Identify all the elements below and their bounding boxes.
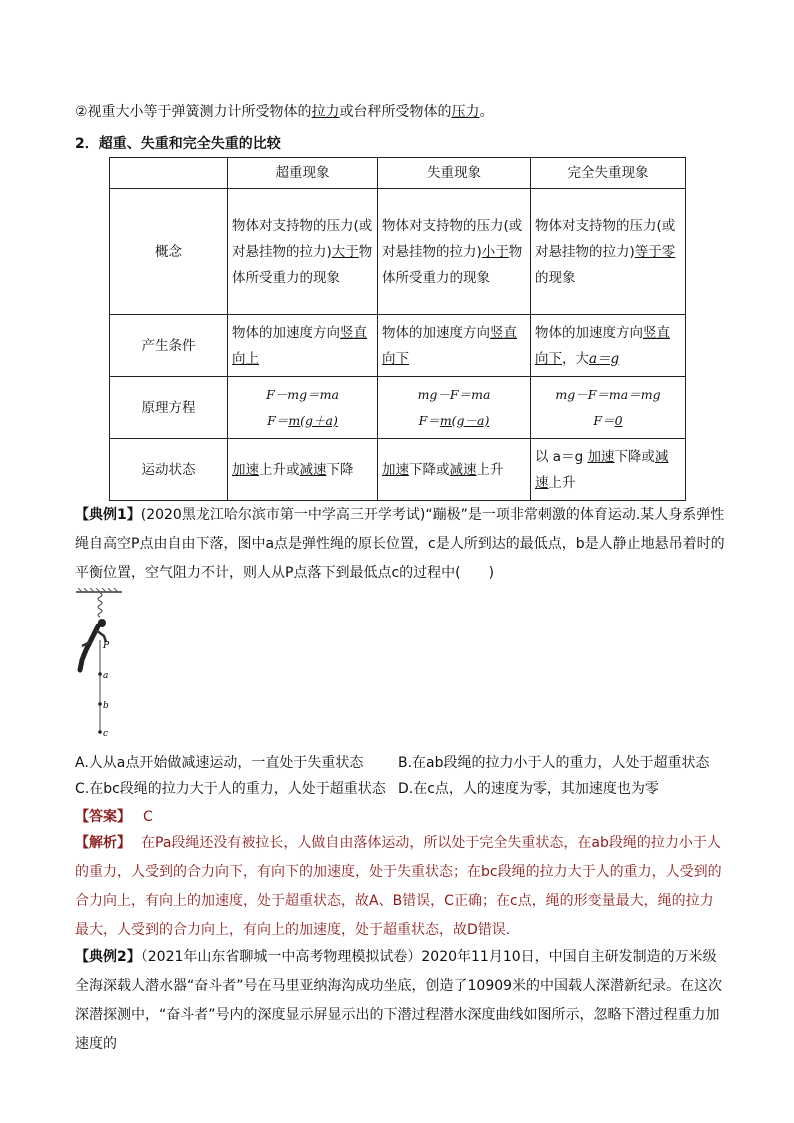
example1-source: (2020黑龙江哈尔滨市第一中学高三开学考试) <box>140 507 426 523</box>
row-label: 原理方程 <box>110 377 228 439</box>
table-row <box>110 315 686 377</box>
analysis-label: 【解析】 <box>75 835 131 851</box>
figure-label-p: P <box>103 641 110 651</box>
table-row <box>110 439 686 501</box>
table-header-row <box>110 158 686 189</box>
table-header-cell <box>110 158 228 189</box>
bungee-cord <box>98 593 102 617</box>
answer-value: C <box>143 809 153 825</box>
example2-text: 2020年11月10日，中国自主研发制造的万米级全海深载人潜水器“奋斗者”号在马里亚纳海沟成功坐底，创造了10909米的中国载人深潜新纪录。在这次深潜探测中，“奋斗者”号内的深度显示屏显示出的下潜过程潜水深度曲线如图所示，忽略下潜过程重力加速度的 <box>75 949 723 1052</box>
table-header-cell: 超重现象 <box>228 158 378 189</box>
row-label: 概念 <box>110 189 228 315</box>
table-cell: 加速上升或减速下降 <box>228 439 378 501</box>
table-cell: 物体对支持物的压力(或对悬挂物的拉力)小于物体所受重力的现象 <box>378 189 531 315</box>
figure-label-c: c <box>103 729 109 739</box>
table-header-cell: 失重现象 <box>378 158 531 189</box>
table-row <box>110 377 686 439</box>
answer-label: 【答案】 <box>75 809 131 825</box>
analysis-text: 在Pa段绳还没有被拉长，人做自由落体运动，所以处于完全失重状态，在ab段绳的拉力小于人的重力，人受到的合力向下，有向下的加速度，处于失重状态；在bc段绳的拉力大于人的重力，人受到的合力向上，有向上的加速度，处于超重状态，故A、B错误，C正确；在c点，绳的形变量最大，绳的拉力最大，人受到的合力向上，有向上的加速度，处于超重状态，故D错误. <box>75 835 722 938</box>
analysis-paragraph <box>75 829 725 945</box>
intro-line: ②视重大小等于弹簧测力计所受物体的拉力或台秤所受物体的压力。 <box>75 104 494 120</box>
bungee-figure <box>72 588 132 743</box>
table-cell: 物体的加速度方向竖直向上 <box>228 315 378 377</box>
option-c: C.在bc段绳的拉力大于人的重力，人处于超重状态 <box>75 781 386 797</box>
option-a: A.人从a点开始做减速运动，一直处于失重状态 <box>75 755 364 771</box>
row-label: 运动状态 <box>110 439 228 501</box>
section-title: 2．超重、失重和完全失重的比较 <box>75 136 281 152</box>
figure-label-a: a <box>103 671 109 681</box>
table-cell: 物体的加速度方向竖直向下，大a＝g <box>531 315 686 377</box>
figure-label-b: b <box>103 701 109 711</box>
comparison-table <box>109 157 686 501</box>
example2-source: （2021年山东省聊城一中高考物理模拟试卷） <box>140 949 422 965</box>
example2-question <box>75 943 725 1059</box>
table-cell: mg－F＝ma F＝m(g－a) <box>378 377 531 439</box>
row-label: 产生条件 <box>110 315 228 377</box>
table-cell: 物体对支持物的压力(或对悬挂物的拉力)大于物体所受重力的现象 <box>228 189 378 315</box>
answer-line <box>75 806 153 826</box>
table-cell: 加速下降或减速上升 <box>378 439 531 501</box>
table-row <box>110 189 686 315</box>
example2-tag: 【典例2】 <box>75 949 141 965</box>
table-cell: mg－F＝ma＝mg F＝0 <box>531 377 686 439</box>
table-cell: F－mg＝ma F＝m(g＋a) <box>228 377 378 439</box>
example1-text: “蹦极”是一项非常刺激的体育运动.某人身系弹性绳自高空P点由自由下落，图中a点是弹性绳的原长位置，c是人所到达的最低点，b是人静止地悬吊着时的平衡位置，空气阻力不计，则人从P点落下到最低点c的过程中( ) <box>75 507 725 581</box>
table-cell: 物体的加速度方向竖直向下 <box>378 315 531 377</box>
point-a <box>98 672 102 676</box>
table-cell: 物体对支持物的压力(或对悬挂物的拉力)等于零的现象 <box>531 189 686 315</box>
example1-question <box>75 501 725 588</box>
option-d: D.在c点，人的速度为零，其加速度也为零 <box>398 781 659 797</box>
table-header-cell: 完全失重现象 <box>531 158 686 189</box>
point-c <box>98 730 102 734</box>
example1-tag: 【典例1】 <box>75 507 141 523</box>
point-b <box>98 702 102 706</box>
table-cell: 以 a＝g 加速下降或减速上升 <box>531 439 686 501</box>
option-b: B.在ab段绳的拉力小于人的重力，人处于超重状态 <box>398 755 710 771</box>
